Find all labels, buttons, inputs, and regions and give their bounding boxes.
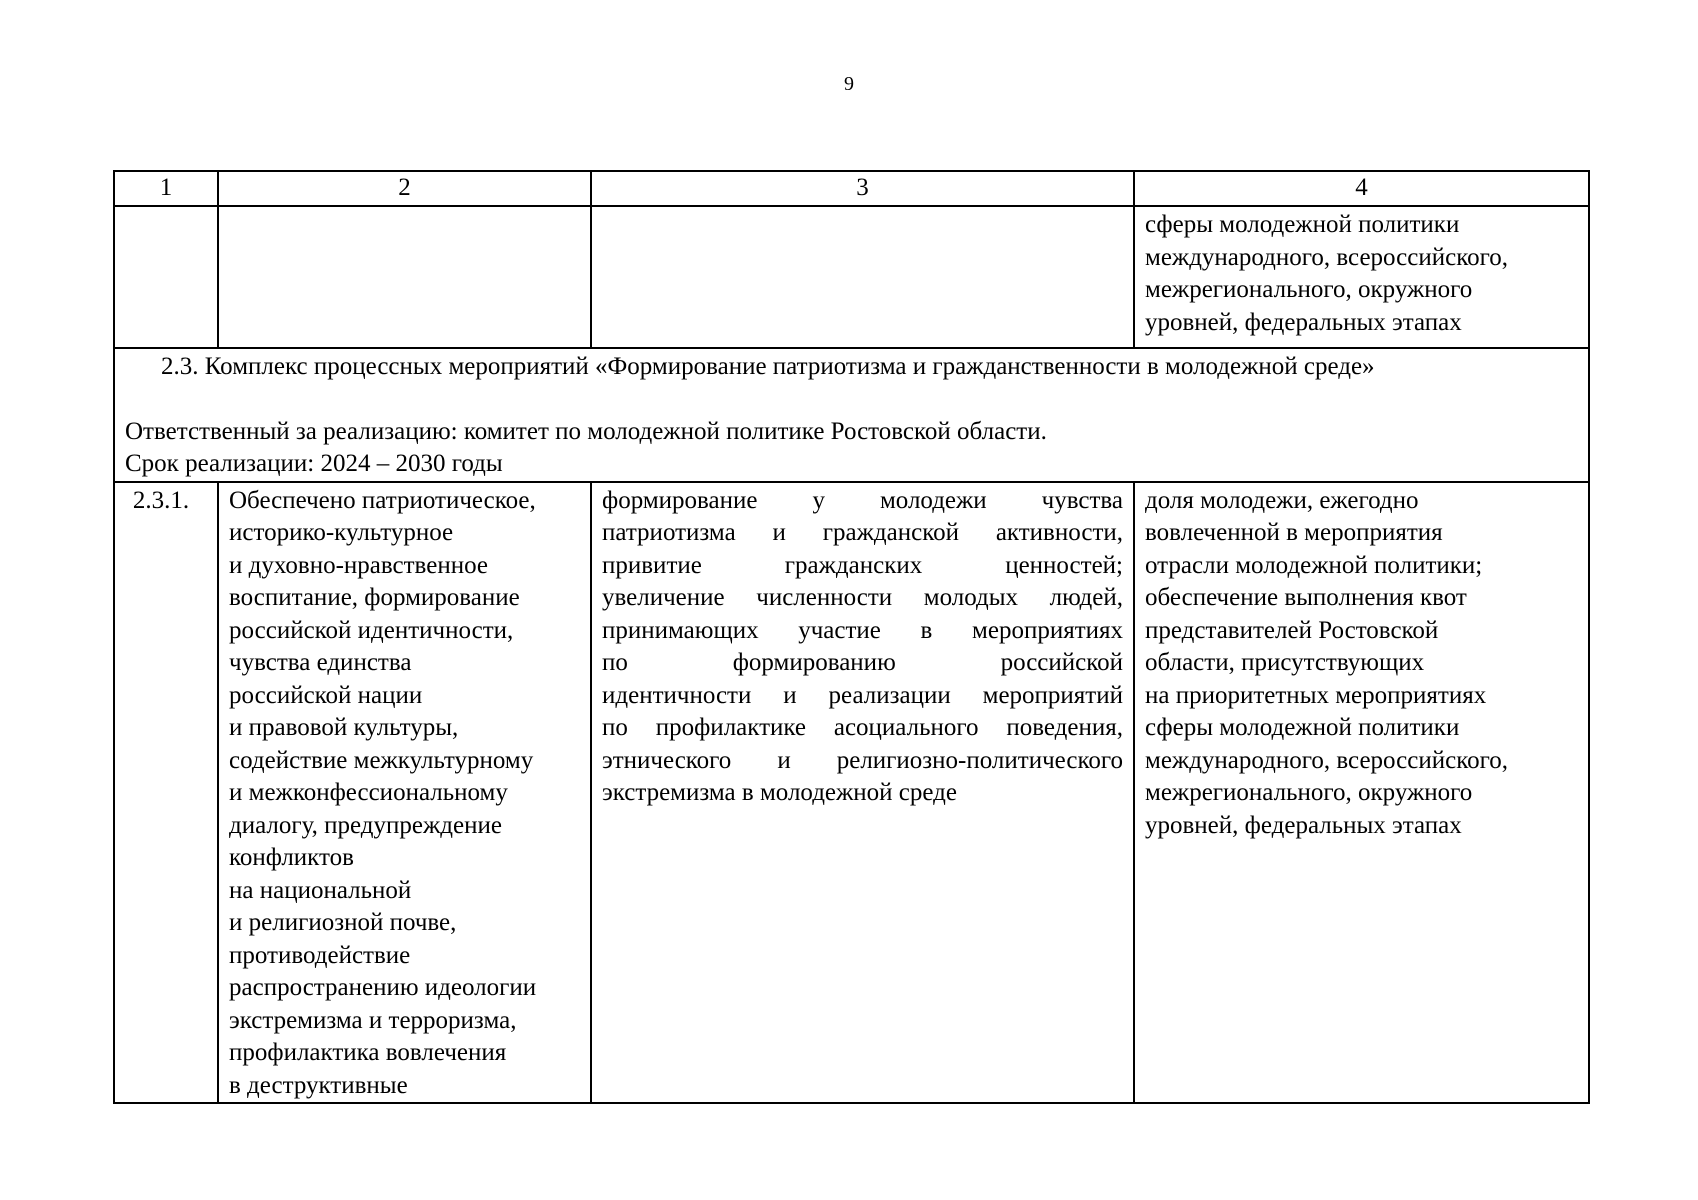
continuation-cell-3 — [591, 206, 1134, 348]
text-line: российской нации — [229, 681, 423, 709]
text-line: Обеспечено патриотическое, — [229, 486, 536, 514]
section-responsible: Ответственный за реализацию: комитет по молодежной политике Ростовской области. — [125, 417, 1047, 445]
text-line: международного, всероссийского, — [1145, 243, 1508, 271]
text-line: межрегионального, окружного — [1145, 779, 1473, 806]
measures-table — [113, 170, 1590, 1104]
continuation-row — [114, 206, 1589, 348]
text-line: этнического и религиозно-политического — [602, 746, 1123, 774]
text-line: воспитание, формирование — [229, 584, 520, 611]
column-header-1: 1 — [114, 171, 218, 206]
text-line: привитие гражданских ценностей; — [602, 551, 1123, 579]
text-line: экстремизма и терроризма, — [229, 1006, 517, 1034]
text-line: и религиозной почве, — [229, 909, 457, 936]
text-line: экстремизма в молодежной среде — [602, 779, 957, 806]
section-title: 2.3. Комплекс процессных мероприятий «Формирование патриотизма и гражданственности в молодежной среде» — [161, 353, 1375, 380]
section-cell — [114, 348, 1589, 482]
text-line: и духовно-нравственное — [229, 551, 488, 579]
text-line: распространению идеологии — [229, 974, 537, 1001]
text-line: диалогу, предупреждение — [229, 811, 502, 839]
text-line: представителей Ростовской — [1145, 616, 1439, 644]
section-row — [114, 348, 1589, 482]
text-line: международного, всероссийского, — [1145, 746, 1508, 774]
page-number: 9 — [844, 73, 854, 95]
continuation-cell-1 — [114, 206, 218, 348]
text-line: отрасли молодежной политики; — [1145, 551, 1483, 579]
text-line: и межконфессиональному — [229, 779, 508, 806]
text-line: на национальной — [229, 876, 412, 904]
text-line: конфликтов — [229, 844, 354, 871]
column-header-2: 2 — [218, 171, 591, 206]
result-cell — [218, 482, 591, 1104]
text-line: содействие межкультурному — [229, 746, 534, 774]
text-line: принимающих участие в мероприятиях — [602, 616, 1123, 644]
text-line: уровней, федеральных этапах — [1145, 811, 1462, 839]
text-line: идентичности и реализации мероприятий — [602, 681, 1123, 709]
text-line: противодействие — [229, 941, 411, 969]
text-line: обеспечение выполнения квот — [1145, 584, 1467, 611]
text-line: сферы молодежной политики — [1145, 211, 1460, 238]
continuation-cell-4 — [1134, 206, 1589, 348]
text-line: сферы молодежной политики — [1145, 714, 1460, 741]
column-header-3: 3 — [591, 171, 1134, 206]
continuation-cell-2 — [218, 206, 591, 348]
text-line: чувства единства — [229, 649, 412, 676]
text-line: на приоритетных мероприятиях — [1145, 681, 1487, 709]
text-line: доля молодежи, ежегодно — [1145, 486, 1419, 514]
text-line: российской идентичности, — [229, 616, 514, 644]
text-line: профилактика вовлечения — [229, 1039, 507, 1066]
text-line: формирование у молодежи чувства — [602, 486, 1123, 514]
text-line: историко-культурное — [229, 519, 454, 546]
text-line: уровней, федеральных этапах — [1145, 308, 1462, 336]
text-line: в деструктивные — [229, 1071, 408, 1099]
column-header-4: 4 — [1134, 171, 1589, 206]
text-line: по профилактике асоциального поведения, — [602, 714, 1123, 741]
text-line: межрегионального, окружного — [1145, 276, 1473, 303]
description-cell — [591, 482, 1134, 1104]
text-line: вовлеченной в мероприятия — [1145, 519, 1443, 546]
indicator-cell — [1134, 482, 1589, 1104]
text-line: области, присутствующих — [1145, 649, 1425, 676]
table-header-row — [114, 171, 1589, 206]
text-line: и правовой культуры, — [229, 714, 459, 741]
text-line: увеличение численности молодых людей, — [602, 584, 1123, 611]
text-line: патриотизма и гражданской активности, — [602, 519, 1123, 546]
table-row — [114, 482, 1589, 1104]
text-line: по формированию российской — [602, 649, 1123, 676]
section-term: Срок реализации: 2024 – 2030 годы — [125, 450, 503, 477]
row-number: 2.3.1. — [114, 482, 218, 1104]
